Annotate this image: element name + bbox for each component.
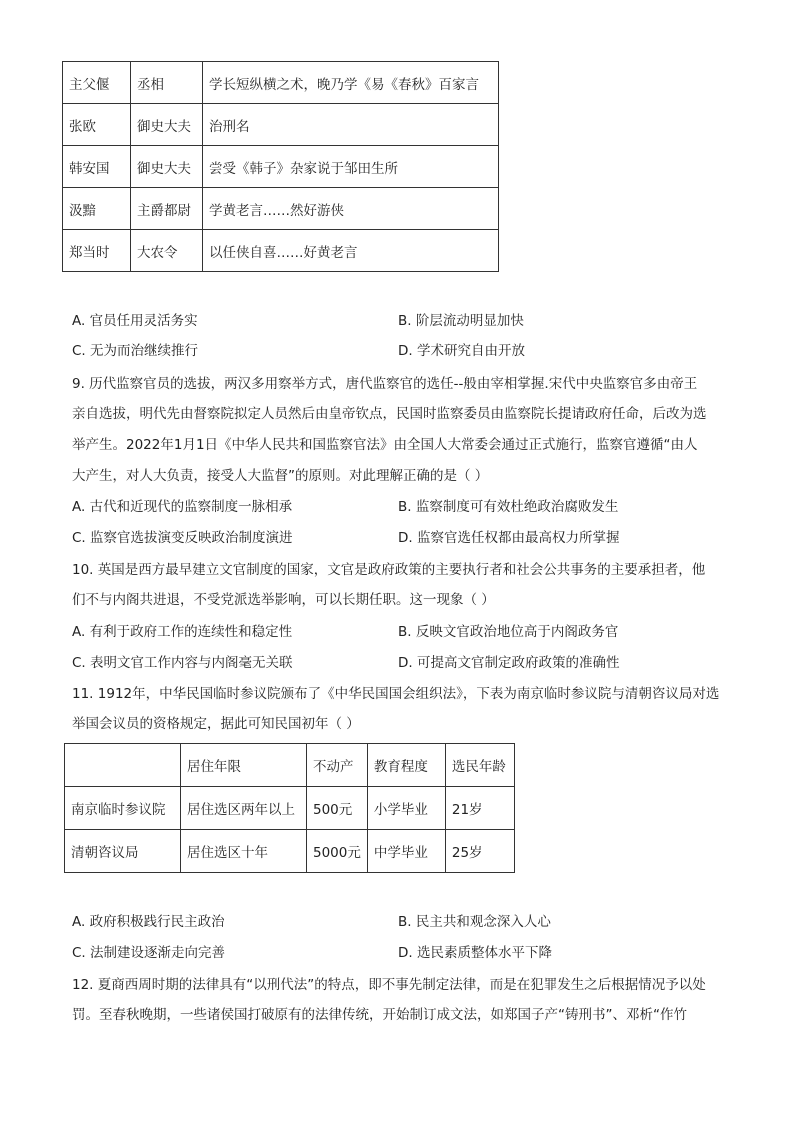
q9-stem-line: 亲自选拔，明代先由督察院拟定人员然后由皇帝钦点，民国时监察委员由监察院长提请政府任命，后改为选 bbox=[72, 406, 707, 422]
q11-stem-line: 11. 1912年，中华民国临时参议院颁布了《中华民国国会组织法》，下表为南京临时参议院与清朝咨议局对选 bbox=[72, 686, 720, 702]
table-cell: 学黄老言……然好游侠 bbox=[203, 188, 499, 230]
table-cell: 清朝咨议局 bbox=[65, 830, 181, 873]
table-cell: 大农令 bbox=[131, 230, 203, 272]
q9-stem-line: 举产生。2022年1月1日《中华人民共和国监察官法》由全国人大常委会通过正式施行，监察官遵循“由人 bbox=[72, 437, 698, 453]
q8-option-d[interactable]: D. 学术研究自由开放 bbox=[398, 343, 525, 359]
table-header-cell: 居住年限 bbox=[181, 744, 307, 787]
q8-option-b[interactable]: B. 阶层流动明显加快 bbox=[398, 313, 524, 329]
q11-stem-line: 举国会议员的资格规定，据此可知民国初年（ ） bbox=[72, 716, 360, 732]
q10-option-b[interactable]: B. 反映文官政治地位高于内阁政务官 bbox=[398, 624, 619, 640]
table-cell: 居住选区十年 bbox=[181, 830, 307, 873]
table-cell: 主父偃 bbox=[63, 62, 131, 104]
q10-stem-line: 们不与内阁共进退，不受党派选举影响，可以长期任职。这一现象（ ） bbox=[72, 592, 495, 608]
q9-option-b[interactable]: B. 监察制度可有效杜绝政治腐败发生 bbox=[398, 499, 619, 515]
q9-option-d[interactable]: D. 监察官选任权都由最高权力所掌握 bbox=[398, 530, 620, 546]
q11-option-b[interactable]: B. 民主共和观念深入人心 bbox=[398, 914, 551, 930]
table-cell: 中学毕业 bbox=[367, 830, 445, 873]
q9-stem-line: 9. 历代监察官员的选拔，两汉多用察举方式，唐代监察官的选任--般由宰相掌握.宋代中央监察官多由帝王 bbox=[72, 376, 698, 392]
q10-option-d[interactable]: D. 可提高文官制定政府政策的准确性 bbox=[398, 655, 620, 671]
table-cell: 张欧 bbox=[63, 104, 131, 146]
table-row bbox=[65, 830, 515, 873]
table-cell: 御史大夫 bbox=[131, 104, 203, 146]
table-row bbox=[63, 62, 499, 104]
table-row bbox=[63, 188, 499, 230]
table-cell: 丞相 bbox=[131, 62, 203, 104]
table-cell: 主爵都尉 bbox=[131, 188, 203, 230]
qualification-table bbox=[64, 743, 515, 873]
q11-option-d[interactable]: D. 选民素质整体水平下降 bbox=[398, 945, 552, 961]
table-row bbox=[63, 104, 499, 146]
table-cell: 南京临时参议院 bbox=[65, 787, 181, 830]
table-header-cell: 选民年龄 bbox=[445, 744, 514, 787]
table-cell: 居住选区两年以上 bbox=[181, 787, 307, 830]
q11-option-c[interactable]: C. 法制建设逐渐走向完善 bbox=[72, 945, 226, 961]
q9-option-a[interactable]: A. 古代和近现代的监察制度一脉相承 bbox=[72, 499, 293, 515]
table-cell: 汲黯 bbox=[63, 188, 131, 230]
table-header-cell: 不动产 bbox=[307, 744, 368, 787]
table-header-cell: 教育程度 bbox=[367, 744, 445, 787]
officials-table bbox=[62, 61, 499, 272]
table-row bbox=[63, 230, 499, 272]
table-cell: 治刑名 bbox=[203, 104, 499, 146]
table-cell: 500元 bbox=[307, 787, 368, 830]
q8-option-c[interactable]: C. 无为而治继续推行 bbox=[72, 343, 199, 359]
table-cell: 以任侠自喜……好黄老言 bbox=[203, 230, 499, 272]
table-cell: 5000元 bbox=[307, 830, 368, 873]
q10-stem-line: 10. 英国是西方最早建立文官制度的国家，文官是政府政策的主要执行者和社会公共事务的主要承担者，他 bbox=[72, 562, 706, 578]
table-cell: 韩安国 bbox=[63, 146, 131, 188]
q9-stem-line: 大产生，对人大负责，接受人大监督”的原则。对此理解正确的是（ ） bbox=[72, 468, 489, 484]
q11-option-a[interactable]: A. 政府积极践行民主政治 bbox=[72, 914, 225, 930]
q9-option-c[interactable]: C. 监察官选拔演变反映政治制度演进 bbox=[72, 530, 293, 546]
q12-stem-line: 12. 夏商西周时期的法律具有“以刑代法”的特点，即不事先制定法律，而是在犯罪发生之后根据情况予以处 bbox=[72, 977, 706, 993]
table-row bbox=[65, 787, 515, 830]
table-cell: 尝受《韩子》杂家说于邹田生所 bbox=[203, 146, 499, 188]
table-cell: 21岁 bbox=[445, 787, 514, 830]
table-cell: 郑当时 bbox=[63, 230, 131, 272]
table-header-row bbox=[65, 744, 515, 787]
q10-option-a[interactable]: A. 有利于政府工作的连续性和稳定性 bbox=[72, 624, 293, 640]
table-cell: 学长短纵横之术，晚乃学《易《春秋》百家言 bbox=[203, 62, 499, 104]
table-cell: 小学毕业 bbox=[367, 787, 445, 830]
table-cell: 御史大夫 bbox=[131, 146, 203, 188]
table-cell: 25岁 bbox=[445, 830, 514, 873]
q8-option-a[interactable]: A. 官员任用灵活务实 bbox=[72, 313, 198, 329]
table-header-cell bbox=[65, 744, 181, 787]
q12-stem-line: 罚。至春秋晚期，一些诸侯国打破原有的法律传统，开始制订成文法，如郑国子产“铸刑书”、邓析“作竹 bbox=[72, 1007, 687, 1023]
q10-option-c[interactable]: C. 表明文官工作内容与内阁毫无关联 bbox=[72, 655, 293, 671]
table-row bbox=[63, 146, 499, 188]
